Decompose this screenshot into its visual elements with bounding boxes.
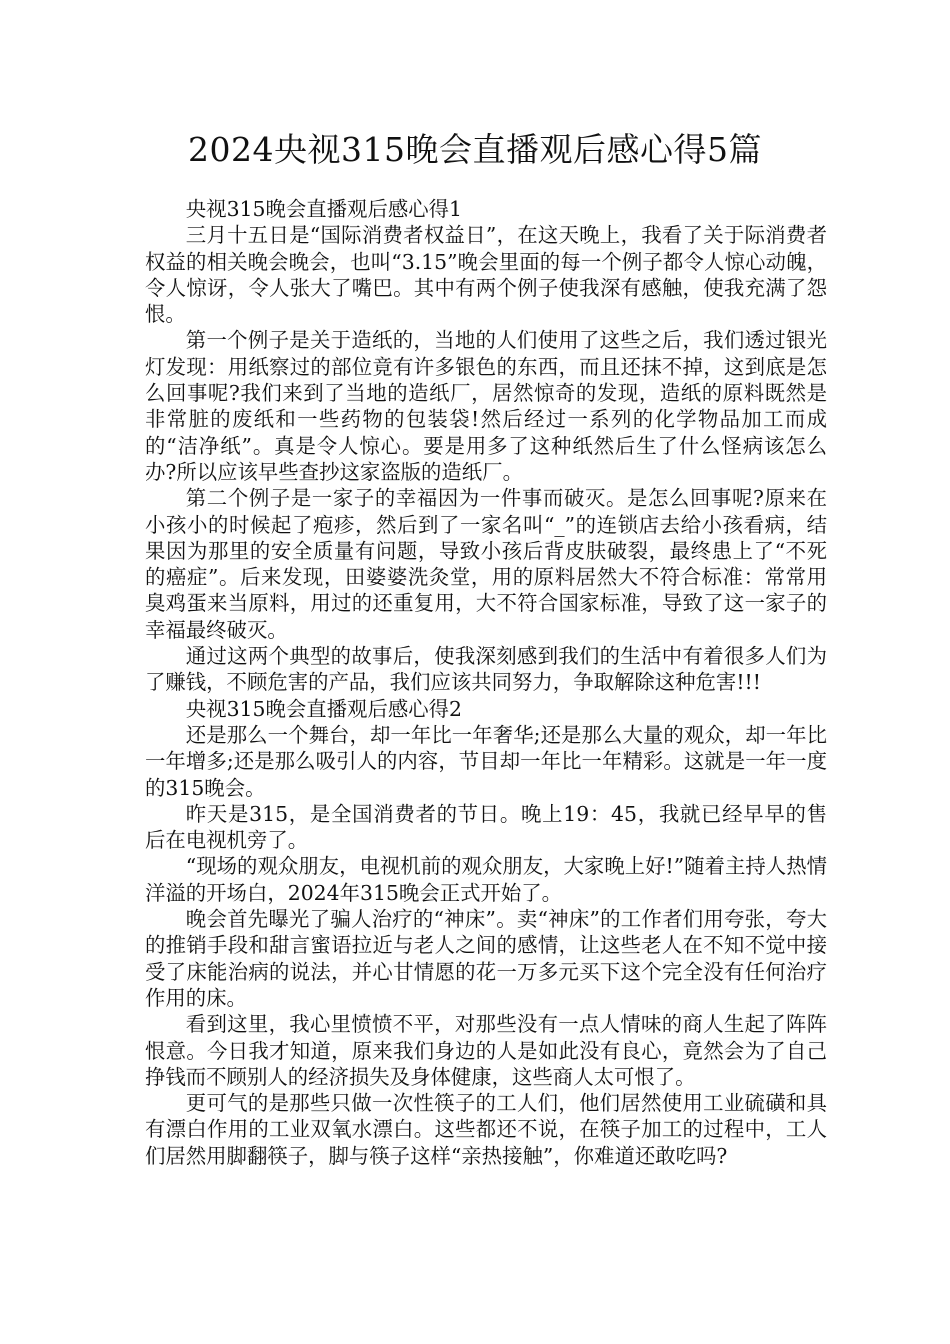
paragraph: 第一个例子是关于造纸的，当地的人们使用了这些之后，我们透过银光灯发现：用纸察过的部位竟有许多银色的东西，而且还抹不掉，这到底是怎么回事呢?我们来到了当地的造纸厂，居然惊奇的发现，造纸的原料既然是非常脏的废纸和一些药物的包装袋!然后经过一系列的化学物品加工而成的“洁净纸”。真是令人惊心。要是用多了这种纸然后生了什么怪病该怎么办?所以应该早些查抄这家盗版的造纸厂。 [145, 328, 827, 484]
section-heading-2: 央视315晚会直播观后感心得2 [185, 696, 462, 721]
paragraph: 第二个例子是一家子的幸福因为一件事而破灭。是怎么回事呢?原来在小孩小的时候起了疱疹，然后到了一家名叫“_”的连锁店去给小孩看病，结果因为那里的安全质量有问题，导致小孩后背皮肤破裂，最终患上了“不死的癌症”。后来发现，田婆婆洗灸堂，用的原料居然大不符合标准：常常用臭鸡蛋来当原料，用过的还重复用，大不符合国家标准，导致了这一家子的幸福最终破灭。 [145, 486, 827, 642]
paragraph: 昨天是315，是全国消费者的节日。晚上19：45，我就已经早早的售后在电视机旁了。 [145, 801, 827, 853]
document-body [145, 196, 827, 1169]
paragraph: 三月十五日是“国际消费者权益日”，在这天晚上，我看了关于际消费者权益的相关晚会晚会，也叫“3.15”晚会里面的每一个例子都令人惊心动魄，令人惊讶，令人张大了嘴巴。其中有两个例子使我深有感触，使我充满了怨恨。 [145, 223, 827, 327]
document-title: 2024央视315晚会直播观后感心得5篇 [188, 130, 762, 169]
paragraph: 更可气的是那些只做一次性筷子的工人们，他们居然使用工业硫磺和具有漂白作用的工业双氧水漂白。这些都还不说，在筷子加工的过程中，工人们居然用脚翻筷子，脚与筷子这样“亲热接触”，你难道还敢吃吗? [145, 1091, 827, 1168]
paragraph: “现场的观众朋友，电视机前的观众朋友，大家晚上好!”随着主持人热情洋溢的开场白，2024年315晚会正式开始了。 [145, 854, 827, 905]
paragraph: 还是那么一个舞台，却一年比一年奢华;还是那么大量的观众，却一年比一年增多;还是那么吸引人的内容，节目却一年比一年精彩。这就是一年一度的315晚会。 [145, 722, 827, 800]
paragraph: 看到这里，我心里愤愤不平，对那些没有一点人情味的商人生起了阵阵恨意。今日我才知道，原来我们身边的人是如此没有良心，竟然会为了自己挣钱而不顾别人的经济损失及身体健康，这些商人太可恨了。 [145, 1012, 827, 1089]
paragraph: 通过这两个典型的故事后，使我深刻感到我们的生活中有着很多人们为了赚钱，不顾危害的产品，我们应该共同努力，争取解除这种危害!!! [145, 644, 827, 695]
paragraph: 晚会首先曝光了骗人治疗的“神床”。卖“神床”的工作者们用夸张，夸大的推销手段和甜言蜜语拉近与老人之间的感情，让这些老人在不知不觉中接受了床能治病的说法，并心甘情愿的花一万多元买下这个完全没有任何治疗作用的床。 [145, 907, 827, 1010]
section-heading-1: 央视315晚会直播观后感心得1 [185, 197, 462, 221]
